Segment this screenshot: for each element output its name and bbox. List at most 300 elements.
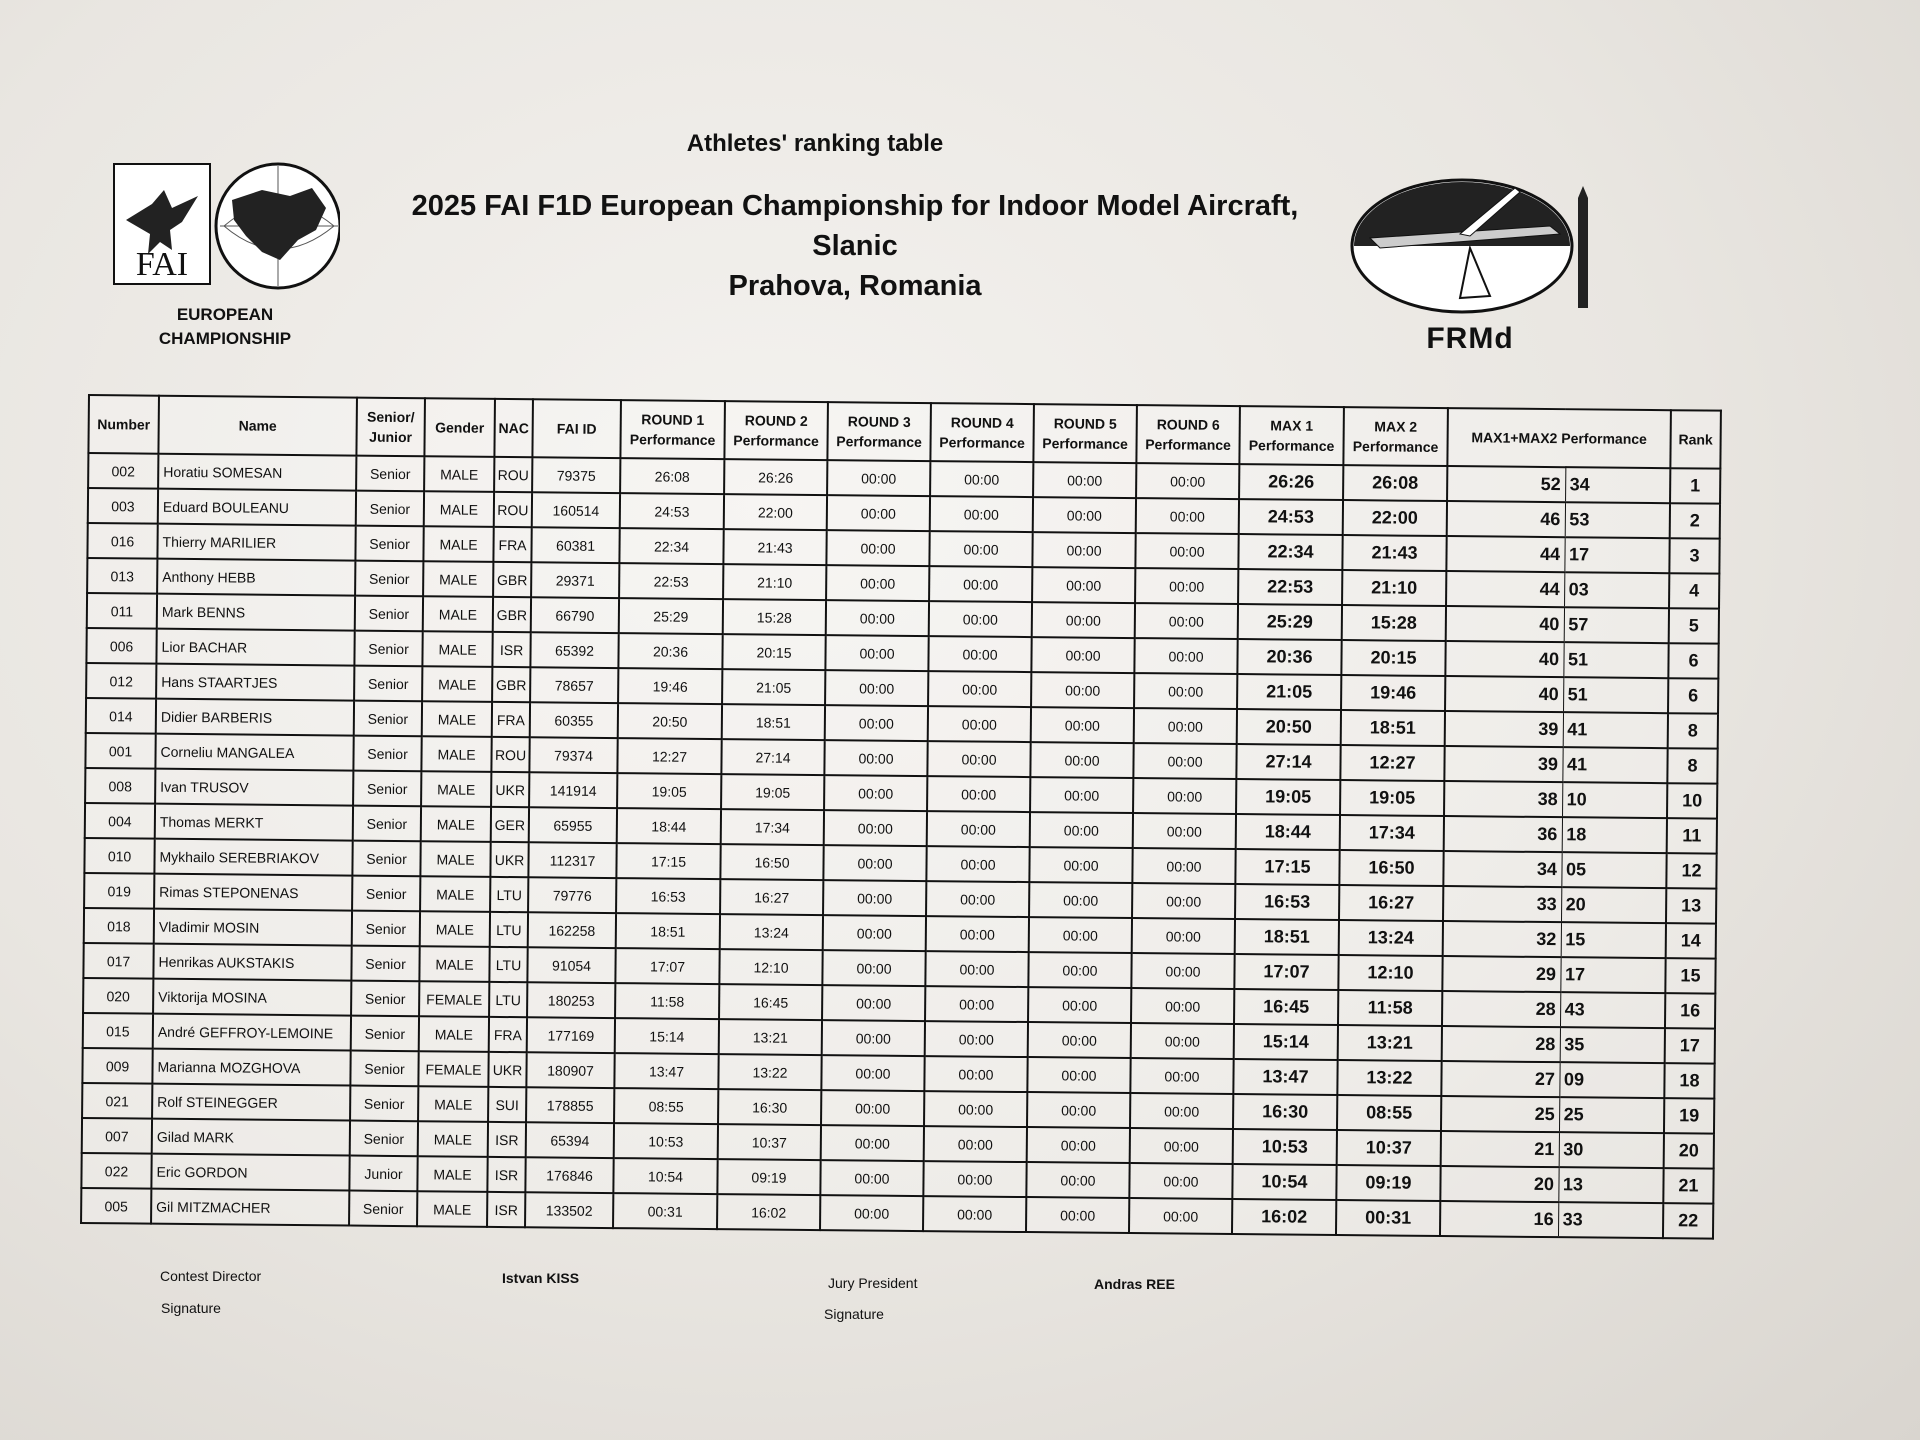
cell-category: Senior xyxy=(350,1121,418,1157)
cell-round5: 00:00 xyxy=(1026,1162,1129,1198)
cell-round2: 17:34 xyxy=(721,809,824,845)
cell-max1: 18:51 xyxy=(1235,919,1339,955)
cell-number: 006 xyxy=(86,628,156,664)
cell-max2: 17:34 xyxy=(1340,815,1444,851)
cell-max1: 16:02 xyxy=(1232,1199,1336,1235)
cell-rank: 22 xyxy=(1663,1203,1713,1238)
cell-sum-seconds: 51 xyxy=(1563,642,1668,678)
cell-fai-id: 29371 xyxy=(531,562,619,598)
fai-logo xyxy=(112,160,340,300)
cell-max1: 26:26 xyxy=(1239,464,1343,500)
cell-max1: 16:53 xyxy=(1235,884,1339,920)
cell-round6: 00:00 xyxy=(1136,498,1239,534)
cell-rank: 6 xyxy=(1668,643,1718,678)
cell-round6: 00:00 xyxy=(1129,1163,1232,1199)
header-round1-line2: Performance xyxy=(629,431,716,449)
cell-max2: 11:58 xyxy=(1338,990,1442,1026)
cell-round1: 16:53 xyxy=(616,878,720,914)
cell-name: Gilad MARK xyxy=(152,1119,350,1156)
cell-fai-id: 60381 xyxy=(531,527,619,563)
cell-max1: 25:29 xyxy=(1238,604,1342,640)
document-title xyxy=(370,186,1340,306)
cell-round3: 00:00 xyxy=(823,915,926,951)
cell-round4: 00:00 xyxy=(923,1161,1026,1197)
cell-round5: 00:00 xyxy=(1027,1092,1130,1128)
cell-sum-minutes: 39 xyxy=(1444,746,1562,782)
cell-nac: ISR xyxy=(492,632,530,667)
cell-category: Senior xyxy=(352,841,420,877)
cell-round6: 00:00 xyxy=(1136,463,1239,499)
cell-rank: 5 xyxy=(1669,608,1719,643)
cell-rank: 6 xyxy=(1668,678,1718,713)
cell-max2: 13:21 xyxy=(1338,1025,1442,1061)
cell-round3: 00:00 xyxy=(822,985,925,1021)
cell-round5: 00:00 xyxy=(1029,882,1132,918)
cell-max2: 16:50 xyxy=(1339,850,1443,886)
cell-rank: 11 xyxy=(1667,818,1717,853)
cell-round5: 00:00 xyxy=(1030,777,1133,813)
cell-max2: 13:22 xyxy=(1337,1060,1441,1096)
header-round3-line2: Performance xyxy=(836,433,922,451)
cell-name: Vladimir MOSIN xyxy=(154,909,352,946)
cell-round6: 00:00 xyxy=(1129,1198,1232,1234)
cell-fai-id: 79374 xyxy=(529,737,617,773)
cell-sum-minutes: 29 xyxy=(1442,956,1560,992)
cell-number: 014 xyxy=(86,698,156,734)
cell-round4: 00:00 xyxy=(928,706,1031,742)
cell-max2: 12:27 xyxy=(1340,745,1444,781)
cell-round5: 00:00 xyxy=(1027,1057,1130,1093)
cell-round5: 00:00 xyxy=(1027,1127,1130,1163)
cell-round5: 00:00 xyxy=(1033,497,1136,533)
header-round4-line1: ROUND 4 xyxy=(950,414,1014,431)
cell-round5: 00:00 xyxy=(1026,1197,1129,1233)
cell-max1: 15:14 xyxy=(1234,1024,1338,1060)
cell-name: Hans STAARTJES xyxy=(156,664,354,701)
cell-max2: 13:24 xyxy=(1339,920,1443,956)
cell-number: 015 xyxy=(83,1013,153,1049)
cell-max1: 10:54 xyxy=(1232,1164,1336,1200)
cell-max1: 10:53 xyxy=(1233,1129,1337,1165)
header-round4 xyxy=(930,403,1034,462)
cell-round5: 00:00 xyxy=(1028,987,1131,1023)
cell-gender: MALE xyxy=(421,771,491,807)
cell-fai-id: 180907 xyxy=(526,1052,614,1088)
cell-round4: 00:00 xyxy=(930,496,1033,532)
cell-category: Senior xyxy=(349,1191,417,1227)
cell-round5: 00:00 xyxy=(1032,567,1135,603)
cell-round6: 00:00 xyxy=(1135,568,1238,604)
header-round3 xyxy=(827,402,931,461)
cell-rank: 16 xyxy=(1665,993,1715,1028)
cell-sum-seconds: 17 xyxy=(1564,537,1669,573)
cell-round1: 08:55 xyxy=(614,1088,718,1124)
header-round2 xyxy=(724,401,828,460)
header-max2-line2: Performance xyxy=(1352,438,1439,455)
header-gender: Gender xyxy=(424,398,495,457)
cell-round4: 00:00 xyxy=(928,636,1031,672)
cell-number: 017 xyxy=(83,943,153,979)
cell-round5: 00:00 xyxy=(1030,742,1133,778)
cell-nac: GER xyxy=(491,807,529,842)
contest-director-label: Contest Director xyxy=(160,1268,262,1284)
cell-name: André GEFFROY-LEMOINE xyxy=(153,1014,351,1051)
cell-max2: 26:08 xyxy=(1343,465,1447,501)
cell-name: Didier BARBERIS xyxy=(156,699,354,736)
header-round2-line1: ROUND 2 xyxy=(744,412,808,429)
cell-round4: 00:00 xyxy=(926,846,1029,882)
cell-max1: 21:05 xyxy=(1237,674,1341,710)
cell-nac: SUI xyxy=(488,1087,526,1122)
cell-round5: 00:00 xyxy=(1031,637,1134,673)
cell-round2: 26:26 xyxy=(724,459,827,495)
cell-nac: LTU xyxy=(489,982,527,1017)
cell-nac: ISR xyxy=(488,1122,526,1157)
cell-round1: 25:29 xyxy=(619,598,723,634)
cell-round6: 00:00 xyxy=(1133,813,1236,849)
cell-max2: 19:46 xyxy=(1341,675,1445,711)
header-category-line2: Junior xyxy=(369,428,413,446)
cell-sum-seconds: 15 xyxy=(1561,922,1666,958)
cell-number: 008 xyxy=(85,768,155,804)
cell-round2: 13:22 xyxy=(718,1054,821,1090)
cell-round2: 18:51 xyxy=(722,704,825,740)
cell-round2: 21:05 xyxy=(722,669,825,705)
cell-gender: MALE xyxy=(423,596,493,632)
header-max2 xyxy=(1343,407,1448,466)
cell-fai-id: 180253 xyxy=(527,982,615,1018)
cell-sum-minutes: 33 xyxy=(1443,886,1561,922)
cell-sum-seconds: 18 xyxy=(1562,817,1667,853)
cell-name: Mykhailo SEREBRIAKOV xyxy=(154,839,352,876)
cell-gender: MALE xyxy=(418,1121,488,1157)
cell-category: Senior xyxy=(353,806,421,842)
cell-fai-id: 60355 xyxy=(530,702,618,738)
cell-sum-minutes: 40 xyxy=(1445,641,1563,677)
cell-round3: 00:00 xyxy=(822,950,925,986)
cell-category: Senior xyxy=(351,981,419,1017)
cell-round5: 00:00 xyxy=(1029,847,1132,883)
ranking-table xyxy=(80,394,1722,1240)
cell-sum-minutes: 34 xyxy=(1443,851,1561,887)
cell-gender: MALE xyxy=(419,946,489,982)
cell-max1: 17:15 xyxy=(1235,849,1339,885)
cell-max2: 09:19 xyxy=(1336,1165,1440,1201)
header-round3-line1: ROUND 3 xyxy=(847,413,911,430)
cell-gender: MALE xyxy=(417,1191,487,1227)
frmd-logo xyxy=(1350,178,1595,328)
cell-round2: 16:27 xyxy=(720,879,823,915)
cell-round2: 27:14 xyxy=(721,739,824,775)
cell-gender: MALE xyxy=(423,561,493,597)
cell-number: 022 xyxy=(81,1153,151,1189)
cell-max1: 17:07 xyxy=(1234,954,1338,990)
cell-rank: 18 xyxy=(1664,1063,1714,1098)
cell-round5: 00:00 xyxy=(1028,1022,1131,1058)
cell-name: Mark BENNS xyxy=(157,594,355,631)
jury-president-label: Jury President xyxy=(828,1275,918,1291)
cell-gender: MALE xyxy=(424,456,494,492)
cell-round2: 21:10 xyxy=(723,564,826,600)
header-round5-line2: Performance xyxy=(1042,435,1128,452)
cell-sum-minutes: 16 xyxy=(1440,1201,1558,1237)
cell-nac: UKR xyxy=(491,772,529,807)
cell-gender: FEMALE xyxy=(419,981,489,1017)
cell-nac: GBR xyxy=(492,667,530,702)
cell-fai-id: 79776 xyxy=(528,877,616,913)
header-round6-line1: ROUND 6 xyxy=(1156,416,1220,433)
cell-category: Senior xyxy=(352,876,420,912)
cell-fai-id: 65394 xyxy=(526,1122,614,1158)
cell-rank: 8 xyxy=(1668,713,1718,748)
cell-round4: 00:00 xyxy=(927,776,1030,812)
cell-fai-id: 178855 xyxy=(526,1087,614,1123)
cell-nac: GBR xyxy=(493,597,531,632)
header-max2-line1: MAX 2 xyxy=(1374,418,1418,435)
cell-rank: 1 xyxy=(1670,468,1720,503)
cell-gender: MALE xyxy=(421,736,491,772)
cell-category: Junior xyxy=(349,1156,417,1192)
cell-name: Marianna MOZGHOVA xyxy=(152,1049,350,1086)
cell-sum-minutes: 36 xyxy=(1444,816,1562,852)
cell-fai-id: 66790 xyxy=(531,597,619,633)
cell-max1: 19:05 xyxy=(1236,779,1340,815)
cell-round2: 19:05 xyxy=(721,774,824,810)
cell-round2: 15:28 xyxy=(723,599,826,635)
cell-name: Henrikas AUKSTAKIS xyxy=(153,944,351,981)
header-max1-line1: MAX 1 xyxy=(1270,417,1314,434)
cell-max1: 27:14 xyxy=(1236,744,1340,780)
cell-round4: 00:00 xyxy=(923,1196,1026,1232)
cell-round1: 11:58 xyxy=(615,983,719,1019)
cell-max1: 13:47 xyxy=(1233,1059,1337,1095)
cell-rank: 14 xyxy=(1666,923,1716,958)
cell-max1: 24:53 xyxy=(1239,499,1343,535)
cell-sum-minutes: 44 xyxy=(1446,536,1564,572)
contest-director-name: Istvan KISS xyxy=(502,1270,580,1286)
cell-nac: UKR xyxy=(488,1052,526,1087)
cell-fai-id: 160514 xyxy=(532,492,620,528)
cell-fai-id: 78657 xyxy=(530,667,618,703)
cell-nac: LTU xyxy=(490,912,528,947)
cell-max2: 20:15 xyxy=(1341,640,1445,676)
cell-round2: 21:43 xyxy=(723,529,826,565)
cell-round1: 22:34 xyxy=(619,528,723,564)
cell-fai-id: 162258 xyxy=(528,912,616,948)
header-round6-line2: Performance xyxy=(1145,436,1231,453)
fai-caption-line1: EUROPEAN xyxy=(176,305,274,324)
cell-sum-seconds: 10 xyxy=(1562,782,1667,818)
cell-round4: 00:00 xyxy=(924,1056,1027,1092)
cell-gender: MALE xyxy=(420,876,490,912)
cell-round4: 00:00 xyxy=(925,986,1028,1022)
cell-name: Ivan TRUSOV xyxy=(155,769,353,806)
cell-round1: 19:05 xyxy=(617,773,721,809)
cell-round6: 00:00 xyxy=(1134,708,1237,744)
cell-round1: 26:08 xyxy=(620,458,724,494)
cell-round5: 00:00 xyxy=(1029,917,1132,953)
header-round1-line1: ROUND 1 xyxy=(641,411,705,428)
cell-round1: 17:15 xyxy=(616,843,720,879)
cell-round2: 13:24 xyxy=(720,914,823,950)
cell-sum-seconds: 13 xyxy=(1558,1167,1663,1203)
header-max1-line2: Performance xyxy=(1248,437,1335,454)
cell-sum-seconds: 53 xyxy=(1565,502,1670,538)
cell-gender: MALE xyxy=(419,1016,489,1052)
cell-round5: 00:00 xyxy=(1028,952,1131,988)
cell-round4: 00:00 xyxy=(926,916,1029,952)
cell-number: 016 xyxy=(87,523,157,559)
fai-logo-text: FAI xyxy=(135,246,189,283)
cell-rank: 10 xyxy=(1667,783,1717,818)
cell-round4: 00:00 xyxy=(929,531,1032,567)
cell-rank: 4 xyxy=(1669,573,1719,608)
cell-number: 013 xyxy=(87,558,157,594)
cell-round1: 00:31 xyxy=(613,1193,717,1229)
cell-round6: 00:00 xyxy=(1131,953,1234,989)
cell-round3: 00:00 xyxy=(826,600,929,636)
cell-rank: 19 xyxy=(1664,1098,1714,1133)
header-category-line1: Senior/ xyxy=(366,408,415,426)
cell-gender: MALE xyxy=(418,1086,488,1122)
header-round6 xyxy=(1136,405,1240,464)
cell-name: Eric GORDON xyxy=(151,1154,349,1191)
cell-sum-minutes: 40 xyxy=(1446,606,1564,642)
cell-max2: 12:10 xyxy=(1338,955,1442,991)
cell-name: Thierry MARILIER xyxy=(157,524,355,561)
cell-round2: 12:10 xyxy=(719,949,822,985)
cell-gender: MALE xyxy=(423,526,493,562)
cell-fai-id: 112317 xyxy=(528,842,616,878)
cell-round4: 00:00 xyxy=(924,1126,1027,1162)
cell-max1: 20:50 xyxy=(1237,709,1341,745)
cell-sum-minutes: 32 xyxy=(1443,921,1561,957)
cell-rank: 8 xyxy=(1667,748,1717,783)
cell-nac: ISR xyxy=(487,1192,525,1227)
cell-round4: 00:00 xyxy=(925,951,1028,987)
cell-nac: ROU xyxy=(494,457,532,492)
cell-round2: 16:02 xyxy=(717,1194,820,1230)
cell-rank: 17 xyxy=(1665,1028,1715,1063)
cell-nac: ROU xyxy=(491,737,529,772)
cell-fai-id: 65955 xyxy=(529,807,617,843)
cell-gender: MALE xyxy=(422,631,492,667)
header-fai-id: FAI ID xyxy=(532,399,621,458)
cell-round6: 00:00 xyxy=(1135,533,1238,569)
cell-name: Thomas MERKT xyxy=(155,804,353,841)
header-number: Number xyxy=(88,395,159,454)
cell-category: Senior xyxy=(354,666,422,702)
cell-nac: GBR xyxy=(493,562,531,597)
cell-max2: 22:00 xyxy=(1343,500,1447,536)
cell-sum-minutes: 21 xyxy=(1441,1131,1559,1167)
cell-category: Senior xyxy=(356,491,424,527)
header-max1 xyxy=(1239,406,1344,465)
cell-round3: 00:00 xyxy=(823,845,926,881)
cell-round4: 00:00 xyxy=(928,671,1031,707)
jury-president-name: Andras REE xyxy=(1094,1276,1175,1292)
cell-sum-minutes: 20 xyxy=(1440,1166,1558,1202)
cell-round3: 00:00 xyxy=(820,1195,923,1231)
cell-round4: 00:00 xyxy=(926,881,1029,917)
header-round5 xyxy=(1033,404,1137,463)
cell-sum-seconds: 17 xyxy=(1560,957,1665,993)
cell-category: Senior xyxy=(352,911,420,947)
cell-round2: 16:30 xyxy=(718,1089,821,1125)
cell-nac: UKR xyxy=(490,842,528,877)
cell-round6: 00:00 xyxy=(1132,918,1235,954)
cell-category: Senior xyxy=(351,1016,419,1052)
cell-number: 020 xyxy=(83,978,153,1014)
cell-category: Senior xyxy=(351,946,419,982)
cell-name: Viktorija MOSINA xyxy=(153,979,351,1016)
title-line1: 2025 FAI F1D European Championship for Indoor Model Aircraft, Slanic xyxy=(411,190,1299,262)
cell-sum-minutes: 52 xyxy=(1447,466,1565,502)
cell-max2: 19:05 xyxy=(1340,780,1444,816)
cell-round4: 00:00 xyxy=(927,741,1030,777)
cell-round1: 20:36 xyxy=(618,633,722,669)
document-subtitle: Athletes' ranking table xyxy=(686,130,944,157)
cell-round1: 10:53 xyxy=(614,1123,718,1159)
cell-gender: MALE xyxy=(421,806,491,842)
cell-round6: 00:00 xyxy=(1134,673,1237,709)
cell-number: 009 xyxy=(82,1048,152,1084)
cell-category: Senior xyxy=(356,456,424,492)
cell-round6: 00:00 xyxy=(1130,1128,1233,1164)
cell-rank: 20 xyxy=(1664,1133,1714,1168)
header-round1 xyxy=(620,400,725,459)
cell-round3: 00:00 xyxy=(826,530,929,566)
cell-rank: 2 xyxy=(1670,503,1720,538)
cell-rank: 12 xyxy=(1666,853,1716,888)
cell-round1: 15:14 xyxy=(615,1018,719,1054)
cell-sum-minutes: 38 xyxy=(1444,781,1562,817)
cell-sum-seconds: 43 xyxy=(1560,992,1665,1028)
cell-number: 001 xyxy=(85,733,155,769)
cell-round2: 16:45 xyxy=(719,984,822,1020)
cell-round3: 00:00 xyxy=(820,1160,923,1196)
cell-round4: 00:00 xyxy=(927,811,1030,847)
cell-sum-minutes: 28 xyxy=(1442,1026,1560,1062)
cell-sum-seconds: 35 xyxy=(1560,1027,1665,1063)
cell-max1: 22:53 xyxy=(1238,569,1342,605)
cell-sum-minutes: 46 xyxy=(1447,501,1565,537)
cell-name: Gil MITZMACHER xyxy=(151,1189,349,1226)
cell-round3: 00:00 xyxy=(824,810,927,846)
cell-number: 021 xyxy=(82,1083,152,1119)
cell-round4: 00:00 xyxy=(925,1021,1028,1057)
cell-round1: 20:50 xyxy=(618,703,722,739)
cell-rank: 3 xyxy=(1669,538,1719,573)
cell-round6: 00:00 xyxy=(1133,743,1236,779)
fai-logo-caption xyxy=(120,303,330,351)
cell-gender: MALE xyxy=(424,491,494,527)
cell-round3: 00:00 xyxy=(827,460,930,496)
cell-name: Rimas STEPONENAS xyxy=(154,874,352,911)
cell-number: 004 xyxy=(85,803,155,839)
cell-round2: 22:00 xyxy=(724,494,827,530)
cell-sum-seconds: 30 xyxy=(1559,1132,1664,1168)
fai-caption-line2: CHAMPIONSHIP xyxy=(158,329,292,348)
cell-sum-minutes: 39 xyxy=(1445,711,1563,747)
cell-number: 003 xyxy=(88,488,158,524)
cell-category: Senior xyxy=(355,561,423,597)
cell-round3: 00:00 xyxy=(821,1125,924,1161)
cell-round6: 00:00 xyxy=(1135,603,1238,639)
cell-number: 012 xyxy=(86,663,156,699)
cell-round2: 10:37 xyxy=(718,1124,821,1160)
cell-round1: 13:47 xyxy=(614,1053,718,1089)
